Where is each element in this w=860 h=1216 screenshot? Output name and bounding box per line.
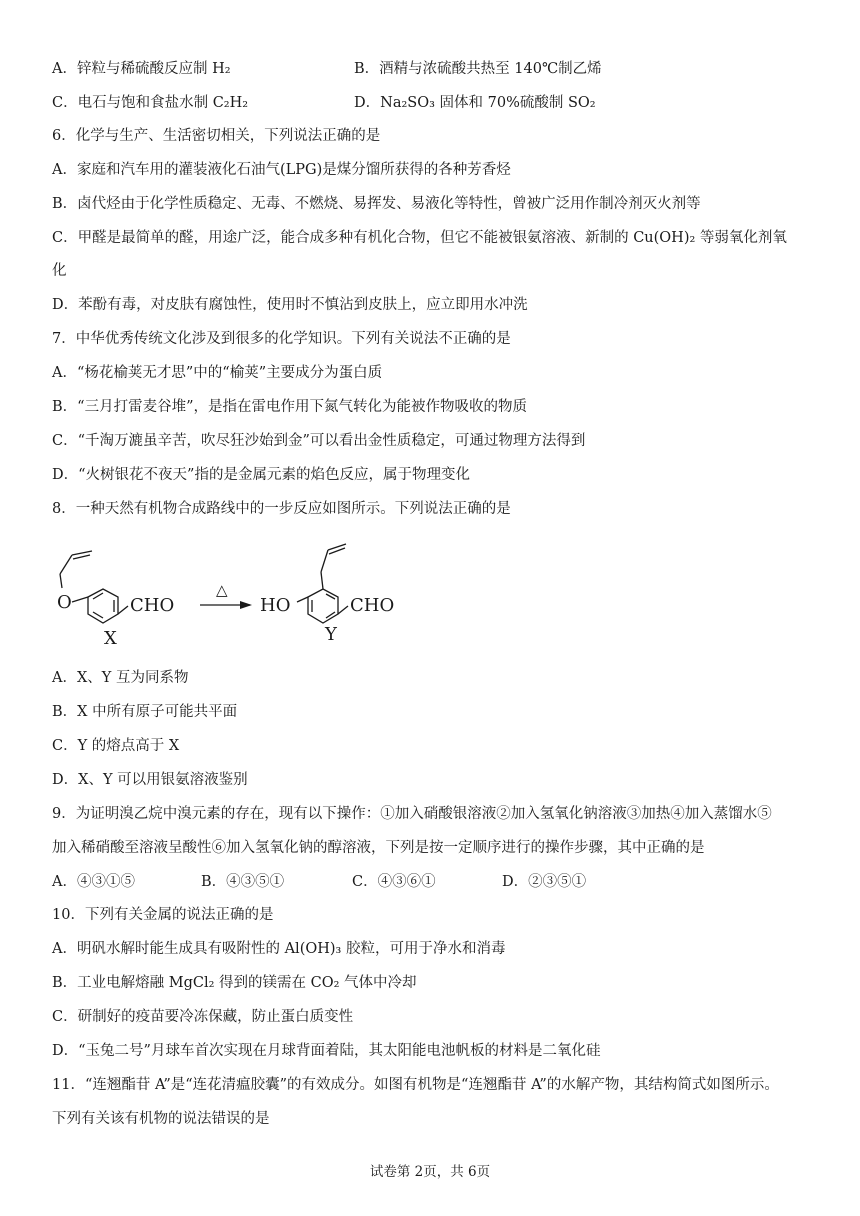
q7-option-d: D．“火树银花不夜天”指的是金属元素的焰色反应，属于物理变化 <box>52 467 470 483</box>
q6-option-c-line2: 化 <box>52 263 67 279</box>
q9-option-c: C．④③⑥① <box>352 874 436 890</box>
q9-option-a: A．④③①⑤ <box>52 874 135 890</box>
q8-option-b: B．X 中所有原子可能共平面 <box>52 704 238 720</box>
q10-option-b: B．工业电解熔融 MgCl₂ 得到的镁需在 CO₂ 气体中冷却 <box>52 975 417 991</box>
q7-stem: 7．中华优秀传统文化涉及到很多的化学知识。下列有关说法不正确的是 <box>52 331 511 347</box>
q6-option-c-line1: C．甲醛是最简单的醛，用途广泛，能合成多种有机化合物，但它不能被银氨溶液、新制的 Cu(OH)₂ 等弱氧化剂氧 <box>52 230 787 246</box>
q5-option-d: D．Na₂SO₃ 固体和 70%硫酸制 SO₂ <box>354 95 596 111</box>
q6-stem: 6．化学与生产、生活密切相关，下列说法正确的是 <box>52 128 381 144</box>
heat-condition-label: △ <box>216 581 228 599</box>
q5-option-a: A．锌粒与稀硫酸反应制 H₂ <box>52 61 231 77</box>
q7-option-b: B．“三月打雷麦谷堆”，是指在雷电作用下氮气转化为能被作物吸收的物质 <box>52 399 527 415</box>
q8-reaction-scheme <box>40 528 440 648</box>
q5-option-c: C．电石与饱和食盐水制 C₂H₂ <box>52 95 249 111</box>
q10-stem: 10．下列有关金属的说法正确的是 <box>52 907 274 923</box>
q5-option-b: B．酒精与浓硫酸共热至 140℃制乙烯 <box>354 61 602 77</box>
q9-option-d: D．②③⑤① <box>502 874 587 890</box>
q7-option-a: A．“杨花榆荚无才思”中的“榆荚”主要成分为蛋白质 <box>52 365 383 381</box>
q10-option-a: A．明矾水解时能生成具有吸附性的 Al(OH)₃ 胶粒，可用于净水和消毒 <box>52 941 506 957</box>
q8-stem: 8．一种天然有机物合成路线中的一步反应如图所示。下列说法正确的是 <box>52 501 511 517</box>
q9-stem-line2: 加入稀硝酸至溶液呈酸性⑥加入氢氧化钠的醇溶液，下列是按一定顺序进行的操作步骤，其中正确的是 <box>52 840 705 856</box>
molecule-y-structure <box>297 544 348 623</box>
y-ho-label: HO <box>260 595 291 616</box>
reaction-arrow <box>200 601 252 609</box>
q8-option-c: C．Y 的熔点高于 X <box>52 738 180 754</box>
q9-stem-line1: 9．为证明溴乙烷中溴元素的存在，现有以下操作：①加入硝酸银溶液②加入氢氧化钠溶液③加热④加入蒸馏水⑤ <box>52 806 772 822</box>
q11-stem-line1: 11．“连翘酯苷 A”是“连花清瘟胶囊”的有效成分。如图有机物是“连翘酯苷 A”的水解产物，其结构简式如图所示。 <box>52 1077 779 1093</box>
q8-option-a: A．X、Y 互为同系物 <box>52 670 189 686</box>
y-cho-label: CHO <box>350 595 395 616</box>
x-cho-label: CHO <box>130 595 175 616</box>
q6-option-a: A．家庭和汽车用的灌装液化石油气(LPG)是煤分馏所获得的各种芳香烃 <box>52 162 511 178</box>
y-label: Y <box>325 624 337 645</box>
q6-option-d: D．苯酚有毒，对皮肤有腐蚀性，使用时不慎沾到皮肤上，应立即用水冲洗 <box>52 297 528 313</box>
x-ether-o-label: O <box>57 592 72 613</box>
q10-option-d: D．“玉兔二号”月球车首次实现在月球背面着陆，其太阳能电池帆板的材料是二氧化硅 <box>52 1043 601 1059</box>
q10-option-c: C．研制好的疫苗要冷冻保藏，防止蛋白质变性 <box>52 1009 354 1025</box>
page-footer: 试卷第 2页，共 6页 <box>369 1164 491 1180</box>
q7-option-c: C．“千淘万漉虽辛苦，吹尽狂沙始到金”可以看出金性质稳定，可通过物理方法得到 <box>52 433 586 449</box>
q9-option-b: B．④③⑤① <box>201 874 285 890</box>
q8-option-d: D．X、Y 可以用银氨溶液鉴别 <box>52 772 248 788</box>
x-label: X <box>104 628 117 648</box>
q11-stem-line2: 下列有关该有机物的说法错误的是 <box>52 1111 270 1127</box>
q6-option-b: B．卤代烃由于化学性质稳定、无毒、不燃烧、易挥发、易液化等特性，曾被广泛用作制冷剂灭火剂等 <box>52 196 701 212</box>
